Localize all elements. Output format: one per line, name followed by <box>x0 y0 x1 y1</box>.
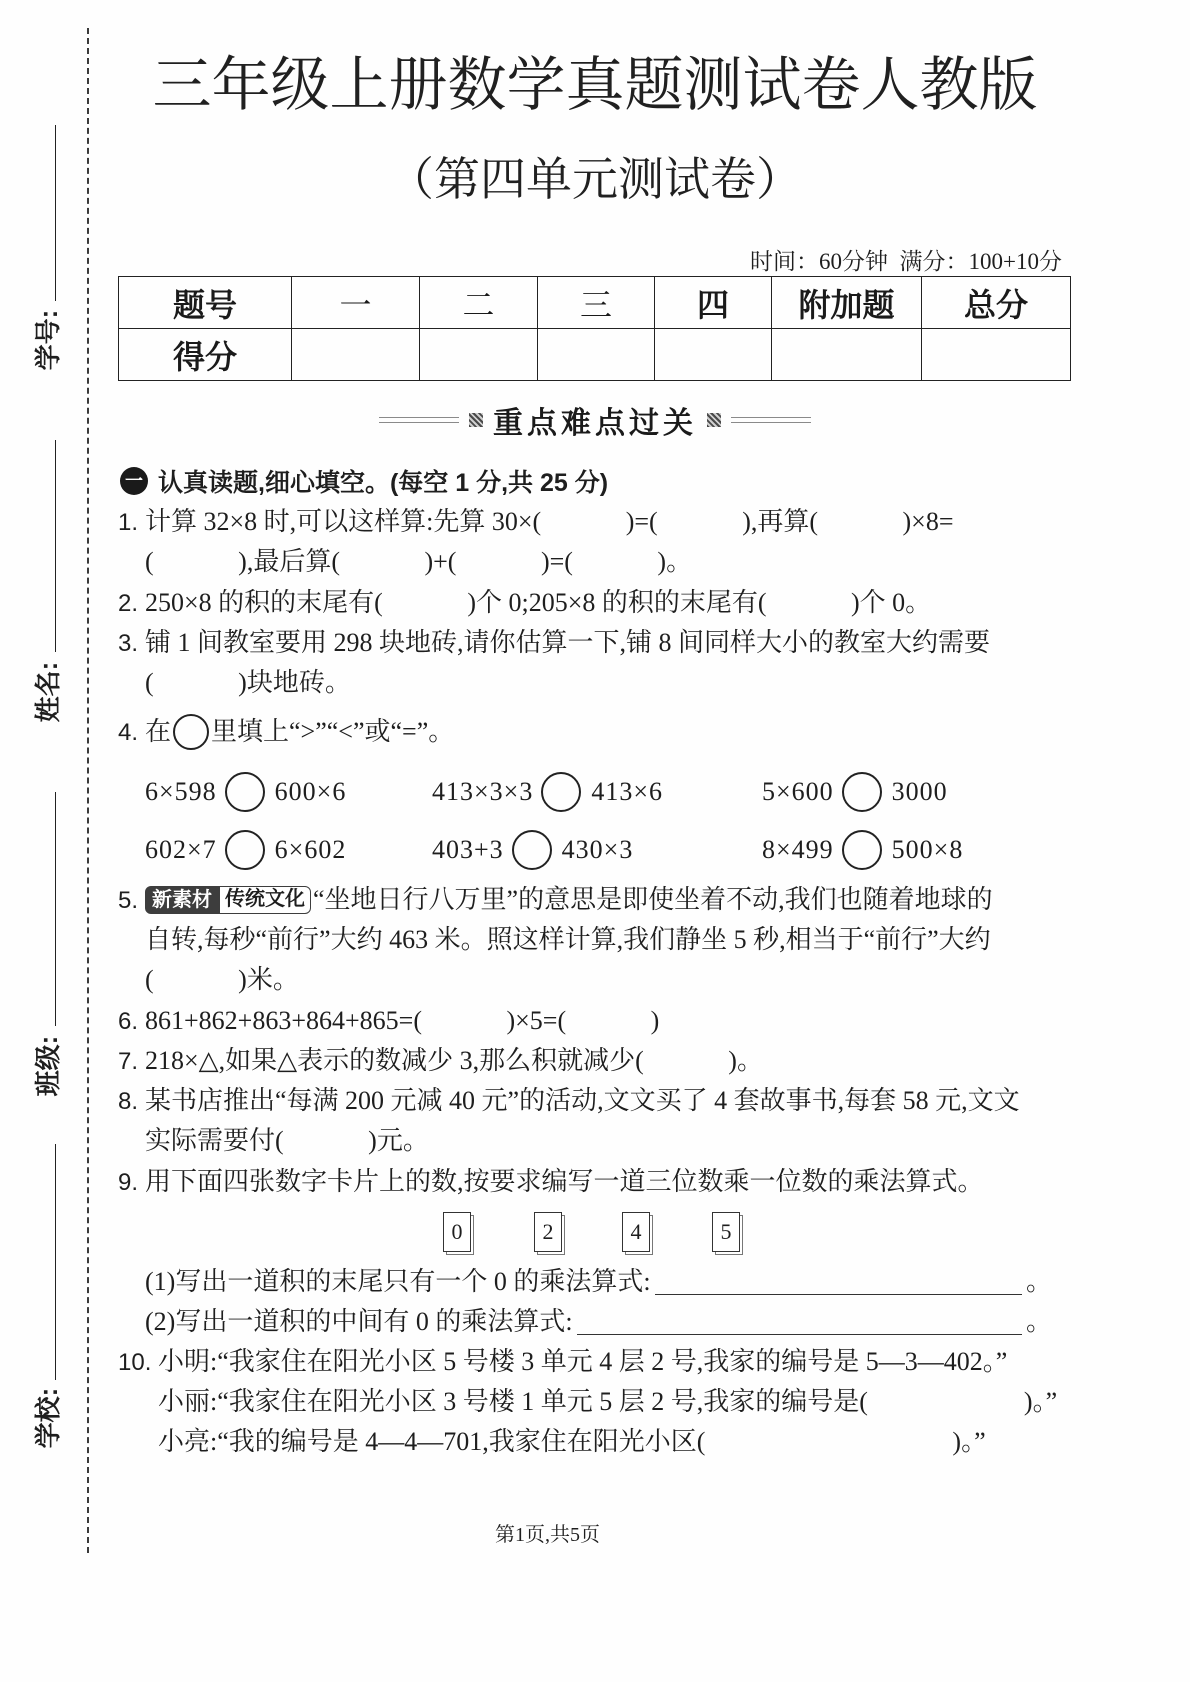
question-4-prefix: 在 <box>145 717 172 746</box>
question-6-text: 861+862+863+864+865=( )×5=( ) <box>145 1006 660 1035</box>
question-8-line-1 <box>118 1081 1063 1121</box>
question-4-number: 4. <box>118 719 139 746</box>
class-write-line <box>55 792 56 1026</box>
header-cell-total: 总分 <box>922 277 1071 329</box>
score-table-score-row <box>119 329 1071 381</box>
question-9-part-2-prompt: (2)写出一道积的中间有 0 的乘法算式: <box>145 1307 573 1336</box>
comparison-6-right: 500×8 <box>891 835 964 864</box>
comparison-1-left: 6×598 <box>145 777 217 806</box>
question-2 <box>118 583 1063 623</box>
digit-card-2: 2 <box>534 1212 562 1252</box>
score-table <box>118 276 1071 381</box>
question-2-number: 2. <box>118 590 139 617</box>
question-1 <box>118 502 1063 582</box>
digit-card-4: 4 <box>622 1212 650 1252</box>
comparison-4-answer-circle <box>225 830 265 870</box>
comparison-2 <box>432 770 663 814</box>
question-1-text-1: 计算 32×8 时,可以这样算:先算 30×( )=( ),再算( )×8= <box>145 507 954 536</box>
name-label: 姓名: <box>33 661 63 723</box>
question-7-line <box>118 1041 1063 1081</box>
question-9-part-2-end: 。 <box>1025 1307 1052 1336</box>
comparison-1-right: 600×6 <box>274 777 347 806</box>
section-1-number-badge: 一 <box>120 467 148 495</box>
question-3-text-1: 铺 1 间教室要用 298 块地砖,请你估算一下,铺 8 间同样大小的教室大约需要 <box>145 628 991 657</box>
question-10-line-1 <box>118 1342 1063 1382</box>
class-label: 班级: <box>33 1035 63 1097</box>
question-7 <box>118 1041 1063 1081</box>
score-table-header-row <box>119 277 1071 329</box>
binding-cut-line <box>87 28 89 1553</box>
question-10 <box>118 1342 1063 1462</box>
question-9-part-1-prompt: (1)写出一道积的末尾只有一个 0 的乘法算式: <box>145 1267 651 1296</box>
comparison-3-left: 5×600 <box>762 777 834 806</box>
score-row-label: 得分 <box>119 329 292 381</box>
question-9-part-1-end: 。 <box>1025 1267 1052 1296</box>
digit-card-0: 0 <box>443 1212 471 1252</box>
question-10-text-3: 小亮:“我的编号是 4—4—701,我家住在阳光小区( )。” <box>158 1427 986 1456</box>
school-label: 学校: <box>33 1387 63 1449</box>
divider-left-ornament-icon <box>469 413 483 427</box>
question-9-parts <box>118 1262 1063 1342</box>
score-cell-section-4 <box>655 329 772 381</box>
question-8-number: 8. <box>118 1088 139 1115</box>
page-subtitle: （第四单元测试卷） <box>388 154 802 205</box>
question-3-number: 3. <box>118 630 139 657</box>
section-1-title: 认真读题,细心填空。(每空 1 分,共 25 分) <box>158 469 609 497</box>
question-4-line <box>118 712 1063 752</box>
question-7-text: 218×△,如果△表示的数减少 3,那么积就减少( )。 <box>145 1046 763 1075</box>
comparison-4-right: 6×602 <box>274 835 347 864</box>
question-5 <box>118 880 1063 1000</box>
score-cell-bonus <box>772 329 922 381</box>
question-9-part-1 <box>118 1262 1052 1302</box>
question-4 <box>118 712 1063 752</box>
traditional-culture-badge: 传统文化 <box>219 886 311 914</box>
comparison-3-answer-circle <box>842 772 882 812</box>
question-4-circle-icon <box>173 714 209 750</box>
comparison-6-answer-circle <box>842 830 882 870</box>
question-8-text-2: 实际需要付( )元。 <box>145 1126 429 1155</box>
question-8 <box>118 1081 1063 1161</box>
question-9-text: 用下面四张数字卡片上的数,按要求编写一道三位数乘一位数的乘法算式。 <box>145 1167 984 1196</box>
comparison-5-right: 430×3 <box>561 835 634 864</box>
comparison-6-left: 8×499 <box>762 835 834 864</box>
score-cell-section-1 <box>292 329 420 381</box>
question-5-line-1 <box>118 880 1063 920</box>
page-title: 三年级上册数学真题测试卷人教版 <box>152 52 1038 118</box>
section-1-heading <box>120 466 608 496</box>
school-write-line <box>55 1144 56 1380</box>
question-9-part-2 <box>118 1302 1052 1342</box>
question-8-text-1: 某书店推出“每满 200 元减 40 元”的活动,文文买了 4 套故事书,每套 58 元,文文 <box>145 1086 1020 1115</box>
name-write-line <box>55 440 56 652</box>
question-2-line <box>118 583 1063 623</box>
header-cell-question-number: 题号 <box>119 277 292 329</box>
question-3-line-1 <box>118 623 1063 663</box>
header-cell-section-2: 二 <box>420 277 538 329</box>
exam-time-and-score: 时间：60分钟 满分：100+10分 <box>750 249 1062 274</box>
header-cell-bonus: 附加题 <box>772 277 922 329</box>
comparison-3-right: 3000 <box>891 777 948 806</box>
question-1-number: 1. <box>118 509 139 536</box>
comparison-4-left: 602×7 <box>145 835 217 864</box>
question-5-text-1: “坐地日行八万里”的意思是即使坐着不动,我们也随着地球的 <box>313 885 993 914</box>
header-cell-section-1: 一 <box>292 277 420 329</box>
comparison-3 <box>762 770 948 814</box>
comparison-5 <box>432 828 633 872</box>
comparison-2-answer-circle <box>541 772 581 812</box>
question-9 <box>118 1162 1063 1202</box>
comparison-2-left: 413×3×3 <box>432 777 534 806</box>
question-9-line <box>118 1162 1063 1202</box>
question-10-number: 10. <box>118 1349 152 1376</box>
question-5-text-3: ( )米。 <box>145 965 299 994</box>
new-material-badge: 新素材 <box>145 886 219 914</box>
question-6 <box>118 1001 1063 1041</box>
question-7-number: 7. <box>118 1048 139 1075</box>
comparison-5-left: 403+3 <box>432 835 504 864</box>
question-5-text-2: 自转,每秒“前行”大约 463 米。照这样计算,我们静坐 5 秒,相当于“前行”大约 <box>145 925 991 954</box>
score-cell-section-2 <box>420 329 538 381</box>
divider-right-rule <box>731 417 811 423</box>
divider-title: 重点难点过关 <box>493 407 697 440</box>
question-5-number: 5. <box>118 887 139 914</box>
section-divider <box>0 400 1190 440</box>
comparison-1 <box>145 770 346 814</box>
header-cell-section-4: 四 <box>655 277 772 329</box>
question-5-tags <box>145 886 311 914</box>
digit-card-5: 5 <box>712 1212 740 1252</box>
divider-right-ornament-icon <box>707 413 721 427</box>
question-6-line <box>118 1001 1063 1041</box>
question-9-part-1-answer-line <box>655 1269 1022 1295</box>
question-10-text-1: 小明:“我家住在阳光小区 5 号楼 3 单元 4 层 2 号,我家的编号是 5—3—402。” <box>158 1347 1008 1376</box>
divider-left-rule <box>379 417 459 423</box>
question-4-instruction: 里填上“>”“<”或“=”。 <box>211 717 455 746</box>
question-9-part-2-answer-line <box>577 1309 1022 1335</box>
comparison-5-answer-circle <box>512 830 552 870</box>
question-9-number: 9. <box>118 1169 139 1196</box>
comparison-4 <box>145 828 346 872</box>
question-6-number: 6. <box>118 1008 139 1035</box>
question-3-text-2: ( )块地砖。 <box>145 668 351 697</box>
question-3 <box>118 623 1063 703</box>
score-cell-total <box>922 329 1071 381</box>
comparison-6 <box>762 828 963 872</box>
student-id-label: 学号: <box>33 309 63 371</box>
header-cell-section-3: 三 <box>538 277 655 329</box>
comparison-1-answer-circle <box>225 772 265 812</box>
score-cell-section-3 <box>538 329 655 381</box>
comparison-2-right: 413×6 <box>591 777 663 806</box>
question-10-text-2: 小丽:“我家住在阳光小区 3 号楼 1 单元 5 层 2 号,我家的编号是( )。” <box>158 1387 1058 1416</box>
question-1-line-1 <box>118 502 1063 542</box>
page-number: 第1页,共5页 <box>495 1524 600 1546</box>
question-1-text-2: ( ),最后算( )+( )=( )。 <box>145 547 693 576</box>
question-2-text: 250×8 的积的末尾有( )个 0;205×8 的积的末尾有( )个 0。 <box>145 588 932 617</box>
